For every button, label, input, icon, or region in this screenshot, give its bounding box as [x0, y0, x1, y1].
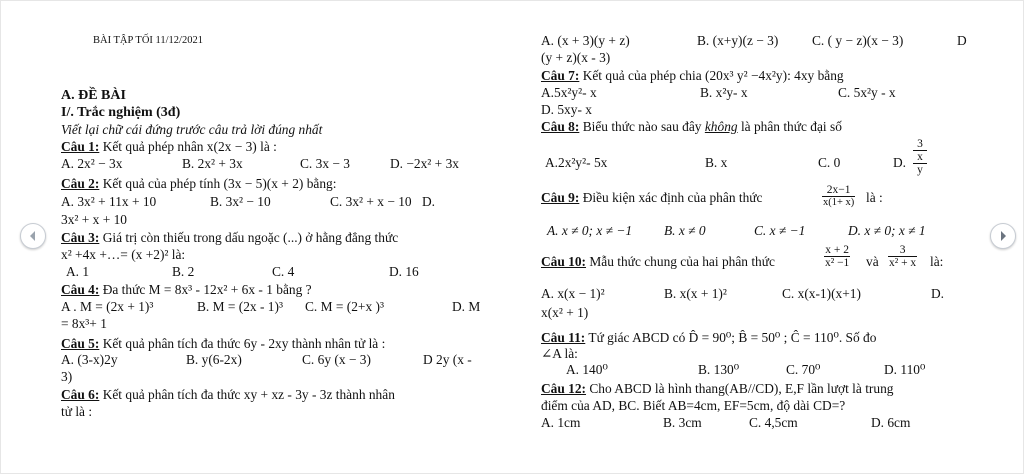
q10-option-b: B. x(x + 1)²: [664, 286, 727, 301]
question-text: Điều kiện xác định của phân thức: [582, 190, 763, 205]
q10-fraction-1: [824, 244, 850, 269]
q8-option-c: C. 0: [818, 155, 841, 170]
question-9: [541, 190, 762, 205]
q7-option-c: C. 5x²y - x: [838, 85, 896, 100]
q9-option-d: D. x ≠ 0; x ≠ 1: [848, 223, 926, 238]
question-text: Kết quả phân tích đa thức 6y - 2xy thành nhân tử là :: [102, 336, 386, 351]
q3-option-a: A. 1: [66, 264, 90, 279]
q4-option-d-value: = 8x³+ 1: [61, 316, 107, 331]
q6-option-a: A. (x + 3)(y + z): [541, 33, 630, 48]
q5-option-d-value: 3): [61, 369, 73, 384]
q6-option-c: C. ( y − z)(x − 3): [812, 33, 904, 48]
q7-option-b: B. x²y- x: [700, 85, 748, 100]
question-5: [61, 336, 385, 351]
question-label: Câu 10:: [541, 254, 587, 269]
fraction-numerator: 3: [888, 244, 917, 257]
q4-option-d: D. M: [452, 299, 481, 314]
question-label: Câu 12:: [541, 381, 587, 396]
question-label: Câu 4:: [61, 282, 100, 297]
question-text: Biểu thức nào sau đây: [582, 119, 705, 134]
q6-line2: tử là :: [61, 404, 93, 419]
q10-option-d: D.: [931, 286, 945, 301]
q4-option-b: B. M = (2x - 1)³: [197, 299, 283, 314]
section-a-heading: A. ĐỀ BÀI: [61, 88, 126, 103]
q10-fraction-2: [888, 244, 917, 269]
q1-option-c: C. 3x − 3: [300, 156, 350, 171]
question-6: [61, 387, 395, 402]
question-label: Câu 11:: [541, 330, 586, 345]
q3-option-d: D. 16: [389, 264, 419, 279]
previous-image-button[interactable]: [20, 223, 46, 249]
q9-tail: là :: [866, 190, 883, 205]
question-3: [61, 230, 398, 245]
q6-option-d-value: (y + z)(x - 3): [541, 50, 611, 65]
question-text: Giá trị còn thiếu trong dấu ngoặc (...) ở hằng đẳng thức: [102, 230, 399, 245]
q12-option-c: C. 4,5cm: [749, 415, 798, 430]
question-12: [541, 381, 893, 396]
q1-option-d: D. −2x² + 3x: [390, 156, 459, 171]
q5-option-a: A. (3-x)2y: [61, 352, 118, 367]
q3-line2: x² +4x +…= (x +2)² là:: [61, 247, 186, 262]
fraction-denominator: x² + x: [889, 257, 917, 269]
question-11: [541, 330, 876, 345]
fraction-denominator: x(1+ x): [823, 197, 855, 208]
question-label: Câu 6:: [61, 387, 100, 402]
q5-option-b: B. y(6-2x): [186, 352, 242, 367]
q9-option-b: B. x ≠ 0: [664, 223, 706, 238]
q10-and: và: [866, 254, 879, 269]
question-1: [61, 139, 277, 154]
q12-line2: điểm của AD, BC. Biết AB=4cm, EF=5cm, độ dài CD=?: [541, 398, 846, 413]
q2-option-c: C. 3x² + x − 10: [330, 194, 412, 209]
q6-option-d: D: [957, 33, 967, 48]
question-label: Câu 8:: [541, 119, 580, 134]
question-text: Đa thức M = 8x³ - 12x² + 6x - 1 bằng ?: [102, 282, 312, 297]
q11-option-b: B. 130⁰: [698, 362, 740, 377]
question-10: [541, 254, 775, 269]
question-7: [541, 68, 844, 83]
q4-option-c: C. M = (2+x )³: [305, 299, 385, 314]
question-text: Kết quả của phép chia (20x³ y² −4x²y): 4xy bằng: [582, 68, 844, 83]
q10-tail: là:: [930, 254, 944, 269]
q8-option-d: D.: [893, 155, 907, 170]
question-8: [541, 119, 842, 134]
q9-option-c: C. x ≠ −1: [754, 223, 806, 238]
q12-option-a: A. 1cm: [541, 415, 581, 430]
question-text: Kết quả của phép tính (3x − 5)(x + 2) bằng:: [102, 176, 337, 191]
q10-option-d-value: x(x² + 1): [541, 305, 589, 320]
q8-option-a: A.2x²y²- 5x: [545, 155, 608, 170]
q12-option-b: B. 3cm: [663, 415, 702, 430]
question-text: Mẫu thức chung của hai phân thức: [589, 254, 775, 269]
q2-option-a: A. 3x² + 11x + 10: [61, 194, 157, 209]
q7-option-a: A.5x²y²- x: [541, 85, 597, 100]
q9-option-a: A. x ≠ 0; x ≠ −1: [547, 223, 633, 238]
q10-option-c: C. x(x-1)(x+1): [782, 286, 861, 301]
fraction-middle: x: [913, 151, 927, 164]
question-label: Câu 5:: [61, 336, 100, 351]
q6-option-b: B. (x+y)(z − 3): [697, 33, 779, 48]
q3-option-b: B. 2: [172, 264, 195, 279]
instruction-text: Viết lại chữ cái đứng trước câu trả lời đúng nhất: [61, 122, 323, 137]
q1-option-b: B. 2x² + 3x: [182, 156, 243, 171]
q10-option-a: A. x(x − 1)²: [541, 286, 605, 301]
q11-option-d: D. 110⁰: [884, 362, 926, 377]
q1-option-a: A. 2x² − 3x: [61, 156, 123, 171]
fraction-denominator: x² −1: [825, 257, 850, 269]
fraction-numerator: 3: [913, 138, 927, 151]
q11-line2: ∠A là:: [541, 346, 578, 361]
question-label: Câu 3:: [61, 230, 100, 245]
part1-heading: I/. Trắc nghiệm (3đ): [61, 105, 181, 120]
question-2: [61, 176, 336, 191]
chevron-left-icon: [27, 230, 39, 242]
q4-option-a: A . M = (2x + 1)³: [61, 299, 154, 314]
q7-option-d: D. 5xy- x: [541, 102, 592, 117]
question-text: Cho ABCD là hình thang(AB//CD), E,F lần lượt là trung: [589, 381, 894, 396]
chevron-right-icon: [997, 230, 1009, 242]
question-text-tail: là phân thức đại số: [737, 119, 842, 134]
q11-option-a: A. 140⁰: [566, 362, 608, 377]
worksheet-title: BÀI TẬP TỐI 11/12/2021: [93, 35, 203, 46]
q5-option-c: C. 6y (x − 3): [302, 352, 371, 367]
question-label: Câu 2:: [61, 176, 100, 191]
q2-option-d: D.: [422, 194, 436, 209]
question-text: Tứ giác ABCD có D̂ = 90⁰; B̂ = 50⁰ ; Ĉ = 110⁰. Số đo: [588, 330, 877, 345]
fraction-denominator: y: [917, 164, 923, 176]
question-text: Kết quả phép nhân x(2x − 3) là :: [102, 139, 277, 154]
question-label: Câu 1:: [61, 139, 100, 154]
question-4: [61, 282, 312, 297]
next-image-button[interactable]: [990, 223, 1016, 249]
q2-option-b: B. 3x² − 10: [210, 194, 271, 209]
fraction-numerator: x + 2: [825, 244, 850, 256]
question-label: Câu 9:: [541, 190, 580, 205]
question-text: Kết quả phân tích đa thức xy + xz - 3y - 3z thành nhân: [102, 387, 395, 402]
q8-option-b: B. x: [705, 155, 728, 170]
q5-option-d: D 2y (x -: [423, 352, 472, 367]
fraction-numerator: 2x−1: [822, 184, 855, 197]
question-label: Câu 7:: [541, 68, 580, 83]
q12-option-d: D. 6cm: [871, 415, 911, 430]
q2-option-d-value: 3x² + x + 10: [61, 212, 127, 227]
q3-option-c: C. 4: [272, 264, 295, 279]
q11-option-c: C. 70⁰: [786, 362, 821, 377]
question-emphasis: không: [704, 119, 738, 134]
q9-fraction: [822, 184, 855, 209]
q8-option-d-fraction: [913, 138, 927, 176]
